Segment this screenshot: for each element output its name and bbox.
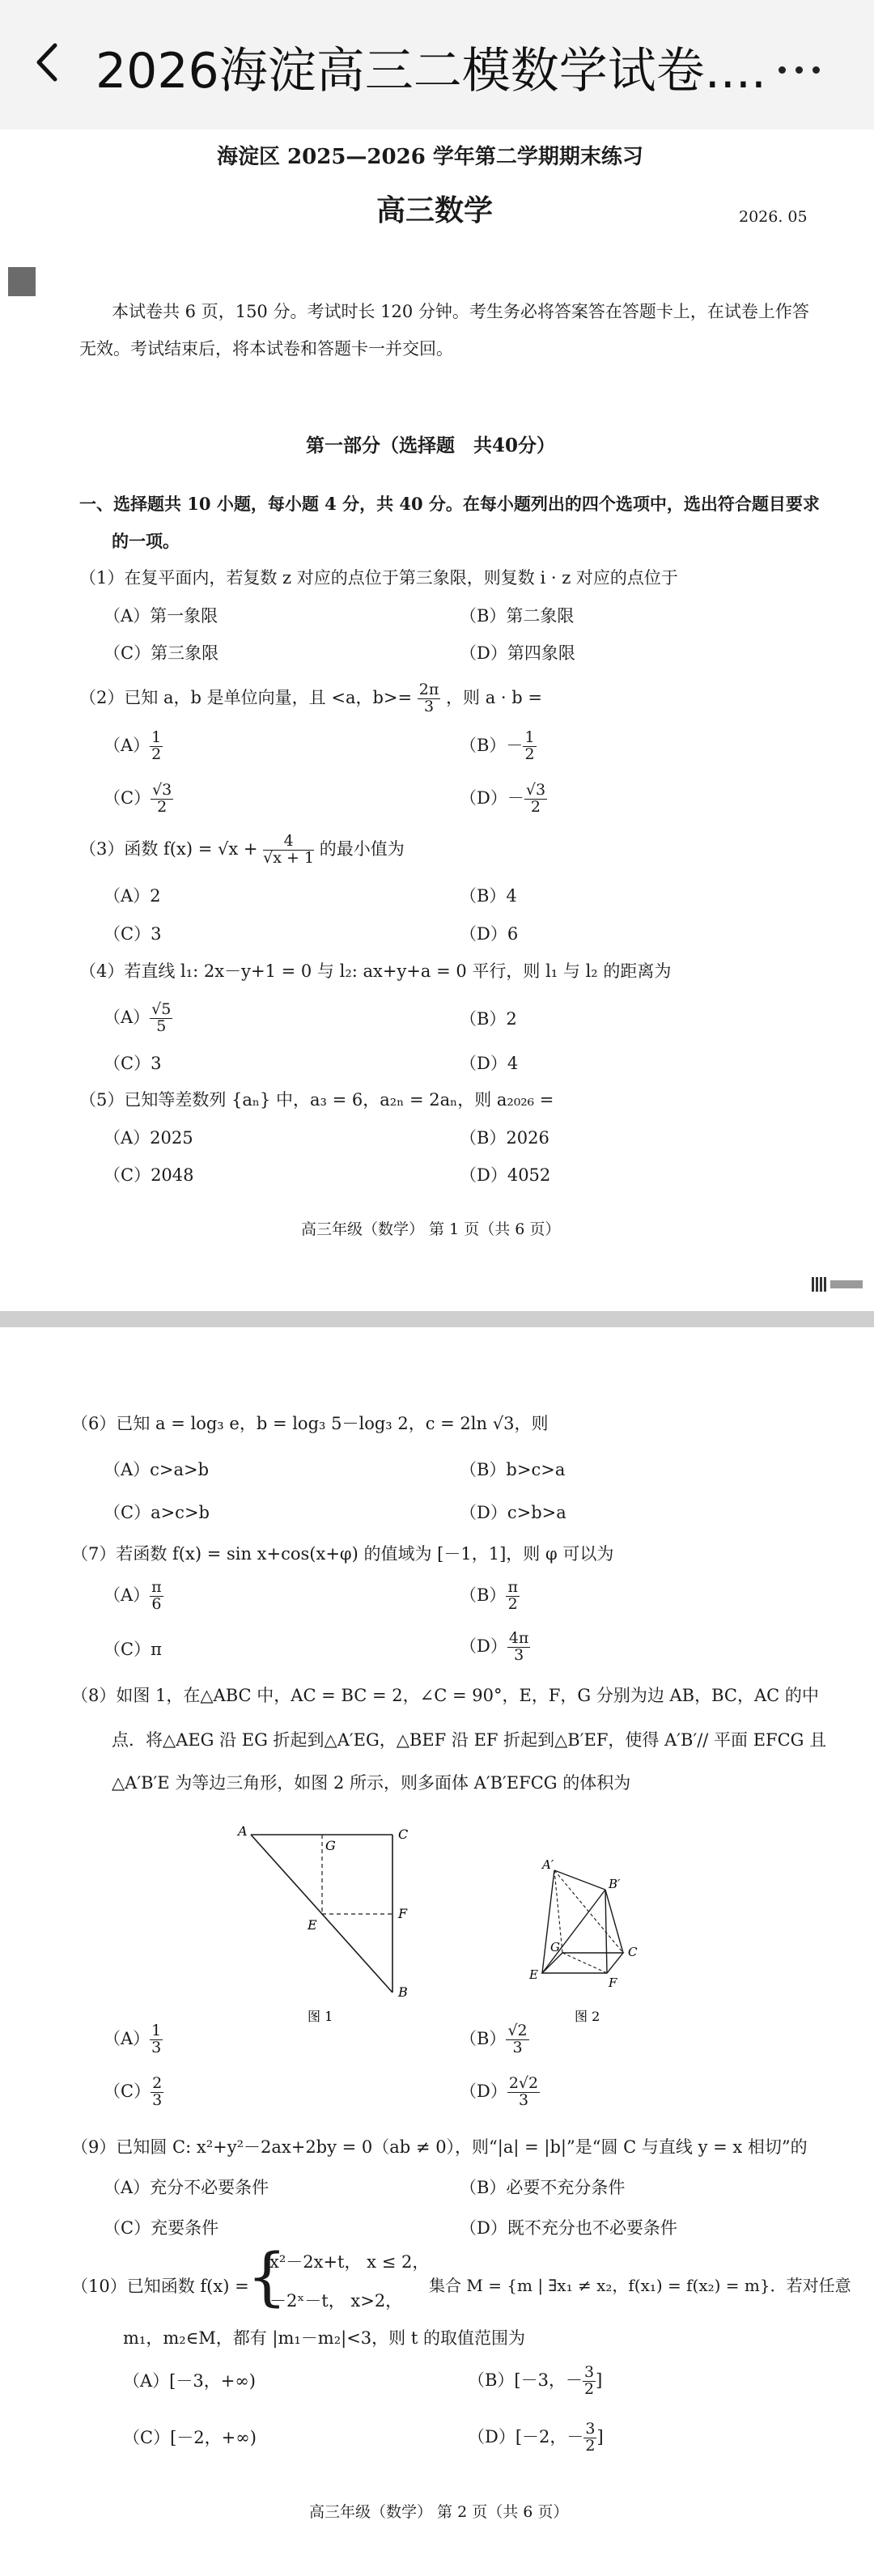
section-instructions-line-1: 一、选择题共 10 小题，每小题 4 分，共 40 分。在每小题列出的四个选项中，选出符合题目要求 (79, 494, 820, 514)
q10-line-2: m₁，m₂∈M，都有 |m₁－m₂|<3，则 t 的取值范围为 (123, 2328, 525, 2348)
q8-line-2: 点．将△AEG 沿 EG 折起到△A′EG，△BEF 沿 EF 折起到△B′EF，使得 A′B′// 平面 EFCG 且 (112, 1730, 827, 1750)
fig1-label-e: E (308, 1917, 317, 1933)
q1-option-b: （B）第二象限 (460, 606, 575, 626)
more-button[interactable] (779, 62, 829, 77)
q2-option-c: （C） $\frac{√3}{2}$ (104, 781, 172, 816)
exam-page-2 (0, 1327, 874, 2576)
fig1-label-g: G (325, 1838, 336, 1853)
q7-option-a: （A） $\frac{\pi}{6}$ (104, 1578, 162, 1613)
section-instructions-line-2: 的一项。 (112, 531, 180, 551)
q4-option-c: （C）3 (104, 1054, 162, 1073)
q2-stem-post: ，则 a · b = (446, 687, 542, 707)
q10-option-c: （C）[－2，+∞) (123, 2428, 257, 2447)
fig1-label-a: A (238, 1823, 248, 1839)
q7-option-d: （D） $\frac{4\pi}{3}$ (460, 1629, 529, 1664)
watermark-logo (830, 1280, 863, 1288)
q7-stem: （7）若函数 f(x) = sin x+cos(x+φ) 的值域为 [－1，1]，则 φ 可以为 (71, 1544, 614, 1564)
fig1-caption: 图 1 (308, 2009, 333, 2024)
q3-option-b: （B）4 (460, 886, 517, 906)
q3-fraction: $\frac{4}{√x + 1}$ (263, 832, 315, 867)
stamp-mark (8, 267, 36, 296)
q9-option-d: （D）既不充分也不必要条件 (460, 2218, 677, 2238)
exam-date: 2026. 05 (739, 208, 808, 226)
q3-option-d: （D）6 (460, 924, 519, 944)
figure-2-diagram (518, 1857, 664, 2027)
q1-option-a: （A）第一象限 (104, 606, 218, 626)
q1-option-d: （D）第四象限 (460, 643, 575, 663)
q10-option-d: （D）[－2，－ $\frac{3}{2}$ ] (468, 2420, 604, 2455)
q8-option-b: （B） $\frac{√2}{3}$ (460, 2022, 528, 2056)
q3-option-a: （A）2 (104, 886, 161, 906)
q5-option-d: （D）4052 (460, 1165, 551, 1185)
q10-stem-pre: （10）已知函数 f(x) = (71, 2277, 249, 2296)
q9-stem: （9）已知圆 C: x²+y²－2ax+2by = 0（ab ≠ 0），则“|a| = |b|”是“圆 C 与直线 y = x 相切”的 (71, 2137, 808, 2157)
q4-option-b: （B）2 (460, 1009, 517, 1029)
q2-angle-fraction: $\frac{2\pi}{3}$ (418, 681, 439, 715)
q2-option-d: （D）－ $\frac{√3}{2}$ (460, 781, 546, 816)
notice-line-1: 本试卷共 6 页，150 分。考试时长 120 分钟。考生务必将答案答在答题卡上，在试卷上作答 (112, 302, 809, 321)
q2-stem-pre: （2）已知 a，b 是单位向量，且 <a，b>= (79, 687, 413, 707)
app-bar (0, 0, 874, 129)
q3-option-c: （C）3 (104, 924, 162, 944)
q5-option-b: （B）2026 (460, 1128, 549, 1148)
q6-option-b: （B）b>c>a (460, 1460, 566, 1479)
q10-case-1: x²－2x+t， x ≤ 2， (269, 2252, 430, 2272)
q4-option-d: （D）4 (460, 1054, 519, 1073)
notice-line-2: 无效。考试结束后，将本试卷和答题卡一并交回。 (79, 339, 453, 359)
q10-brace: { (247, 2241, 287, 2314)
exam-page-1 (0, 129, 874, 1311)
q8-option-d: （D） $\frac{2√2}{3}$ (460, 2074, 539, 2109)
figure-1-diagram (227, 1823, 437, 2025)
q5-stem: （5）已知等差数列 {aₙ} 中，a₃ = 6，a₂ₙ = 2aₙ，则 a₂₀₂₆ = (79, 1090, 554, 1110)
back-button[interactable] (31, 42, 63, 83)
q10-option-b: （B）[－3，－ $\frac{3}{2}$ ] (468, 2363, 603, 2398)
q5-option-c: （C）2048 (104, 1165, 194, 1185)
q2-option-a: （A） $\frac{1}{2}$ (104, 728, 162, 763)
fig2-label-c: C (628, 1945, 638, 1959)
fig2-label-b: B′ (609, 1877, 621, 1891)
fig2-label-a: A′ (542, 1857, 554, 1872)
q10-option-a: （A）[－3，+∞) (123, 2371, 257, 2391)
more-horizontal-icon (779, 62, 829, 77)
fig2-caption: 图 2 (575, 2009, 600, 2024)
q7-option-b: （B） $\frac{\pi}{2}$ (460, 1578, 518, 1613)
part-title: 第一部分（选择题 共40分） (306, 435, 556, 456)
q4-option-a: （A） $\frac{√5}{5}$ (104, 1000, 172, 1035)
chevron-left-icon (31, 42, 63, 83)
q1-option-c: （C）第三象限 (104, 643, 219, 663)
page-1-footer: 高三年级（数学） 第 1 页（共 6 页） (301, 1220, 561, 1238)
exam-subject: 高三数学 (376, 193, 494, 227)
qr-code-icon (812, 1277, 826, 1292)
fig2-label-g: G (550, 1940, 560, 1954)
fig1-label-c: C (398, 1827, 409, 1842)
q6-option-d: （D）c>b>a (460, 1503, 566, 1522)
q10-case-2: －2ˣ－t， x>2， (269, 2291, 403, 2311)
q2-stem (79, 682, 542, 715)
document-title: 2026海淀高三二模数学试卷.... (95, 43, 766, 100)
q1-stem: （1）在复平面内，若复数 z 对应的点位于第三象限，则复数 i · z 对应的点位于 (79, 568, 678, 588)
q9-option-a: （A）充分不必要条件 (104, 2178, 269, 2197)
q3-stem: （3）函数 f(x) = √x + $\frac{4}{√x + 1}$ 的最小值为 (79, 832, 405, 867)
fig2-label-f: F (609, 1975, 617, 1990)
fig1-label-b: B (398, 1984, 408, 2000)
q2-option-b: （B）－ $\frac{1}{2}$ (460, 728, 535, 763)
fig2-label-e: E (529, 1967, 538, 1982)
q5-option-a: （A）2025 (104, 1128, 193, 1148)
q6-option-c: （C）a>c>b (104, 1503, 210, 1522)
page-separator (0, 1311, 874, 1327)
q8-option-c: （C） $\frac{2}{3}$ (104, 2074, 163, 2109)
q10-stem-post: 集合 M = {m | ∃x₁ ≠ x₂，f(x₁) = f(x₂) = m}．若对任意 (429, 2276, 851, 2295)
exam-header: 海淀区 2025—2026 学年第二学期期末练习 (217, 145, 643, 169)
fig1-label-f: F (398, 1906, 408, 1921)
q8-line-1: （8）如图 1，在△ABC 中，AC = BC = 2，∠C = 90°，E，F，G 分别为边 AB，BC，AC 的中 (71, 1686, 819, 1705)
q8-option-a: （A） $\frac{1}{3}$ (104, 2022, 162, 2056)
q9-option-b: （B）必要不充分条件 (460, 2178, 626, 2197)
q6-stem: （6）已知 a = log₃ e，b = log₃ 5－log₃ 2，c = 2ln √3，则 (71, 1414, 549, 1433)
q9-option-c: （C）充要条件 (104, 2218, 219, 2238)
q8-line-3: △A′B′E 为等边三角形，如图 2 所示，则多面体 A′B′EFCG 的体积为 (112, 1773, 631, 1793)
q7-option-c: （C）π (104, 1640, 162, 1659)
page-2-footer: 高三年级（数学） 第 2 页（共 6 页） (309, 2503, 569, 2521)
q6-option-a: （A）c>a>b (104, 1460, 210, 1479)
q4-stem: （4）若直线 l₁: 2x－y+1 = 0 与 l₂: ax+y+a = 0 平行，则 l₁ 与 l₂ 的距离为 (79, 961, 672, 981)
